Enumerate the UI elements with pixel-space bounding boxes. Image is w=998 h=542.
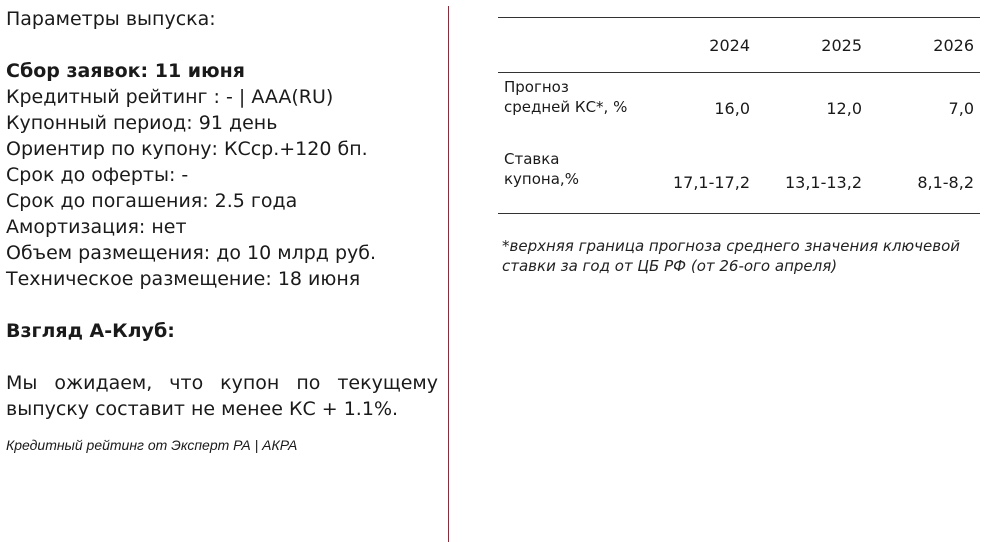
row-label: купона,% [504, 170, 579, 188]
table-row [498, 73, 980, 143]
row-label: Ставка [504, 150, 560, 168]
view-heading: Взгляд А-Клуб: [6, 320, 175, 342]
param-credit-rating: Кредитный рейтинг : - | AAA(RU) [6, 86, 334, 108]
table-cell: 12,0 [826, 99, 862, 118]
param-amortization: Амортизация: нет [6, 216, 187, 238]
view-text: Мы ожидаем, что купон по текущему выпуску составит не менее КС + 1.1%. [6, 372, 438, 420]
param-technical-placement: Техническое размещение: 18 июня [6, 268, 361, 290]
year-header: 2024 [709, 36, 750, 55]
vertical-divider [448, 6, 449, 542]
year-header: 2025 [821, 36, 862, 55]
table-cell: 8,1-8,2 [917, 173, 974, 192]
param-coupon-guidance: Ориентир по купону: КСср.+120 бп. [6, 138, 368, 160]
param-coupon-period: Купонный период: 91 день [6, 112, 278, 134]
table-cell: 16,0 [714, 99, 750, 118]
forecast-table [498, 17, 980, 214]
table-cell: 17,1-17,2 [672, 173, 750, 192]
table-cell: 13,1-13,2 [784, 173, 862, 192]
param-volume: Объем размещения: до 10 млрд руб. [6, 242, 377, 264]
row-label: средней КС*, % [504, 98, 628, 116]
forecast-footnote: *верхняя граница прогноза среднего значения ключевой ставки за год от ЦБ РФ (от 26-ого апреля) [502, 237, 960, 275]
table-header-row [498, 18, 980, 72]
row-label: Прогноз [504, 78, 569, 96]
rating-source-note: Кредитный рейтинг от Эксперт РА | АКРА [6, 437, 298, 453]
year-header: 2026 [933, 36, 974, 55]
table-row [498, 143, 980, 213]
table-bottom-rule [498, 213, 980, 214]
collection-date: Сбор заявок: 11 июня [6, 60, 245, 82]
param-offer-term: Срок до оферты: - [6, 164, 189, 186]
table-cell: 7,0 [948, 99, 974, 118]
params-heading: Параметры выпуска: [6, 8, 216, 30]
param-maturity: Срок до погашения: 2.5 года [6, 190, 298, 212]
issue-parameters-panel [6, 6, 438, 454]
